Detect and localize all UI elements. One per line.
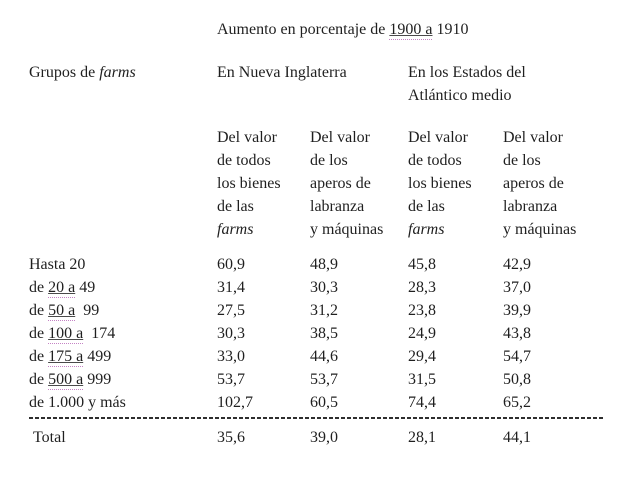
- value-cell: 65,2: [503, 394, 531, 411]
- value-cell: 30,3: [217, 325, 245, 342]
- column-header-bienes-am: [408, 126, 472, 241]
- row-label: [29, 391, 126, 414]
- value-cell: 28,3: [408, 279, 436, 296]
- row-label-pre: de: [29, 279, 49, 296]
- column-header-line: de los: [503, 152, 541, 169]
- column-header-line-italic: farms: [408, 221, 445, 238]
- row-label: [29, 253, 85, 276]
- value-cell: 31,5: [408, 371, 436, 388]
- value-cell: 54,7: [503, 348, 531, 365]
- smart-tag-underline: 50 a: [48, 302, 76, 319]
- value-cell: 60,9: [217, 256, 245, 273]
- row-label-pre: de: [29, 371, 49, 388]
- column-header-line-italic: farms: [217, 221, 254, 238]
- value-cell: 30,3: [310, 279, 338, 296]
- total-value-cell: 44,1: [503, 429, 531, 446]
- column-header-line: labranza: [503, 198, 558, 215]
- group-header-nueva-inglaterra: En Nueva Inglaterra: [217, 64, 347, 81]
- row-label-pre: Hasta 20: [29, 256, 86, 273]
- column-header-line: los bienes: [217, 175, 281, 192]
- value-cell: 45,8: [408, 256, 436, 273]
- column-header-line: labranza: [310, 198, 365, 215]
- stub-header-grupos-de-farms: [29, 61, 136, 84]
- row-label-post: 499: [83, 348, 112, 365]
- smart-tag-underline: 175 a: [48, 348, 84, 365]
- table-row: [0, 368, 634, 391]
- value-cell: 31,4: [217, 279, 245, 296]
- value-cell: 74,4: [408, 394, 436, 411]
- column-header-line: de todos: [217, 152, 271, 169]
- column-header-line: y máquinas: [310, 221, 384, 238]
- table-row: [0, 276, 634, 299]
- row-label-post: 999: [83, 371, 112, 388]
- value-cell: 23,8: [408, 302, 436, 319]
- value-cell: 44,6: [310, 348, 338, 365]
- value-cell: 38,5: [310, 325, 338, 342]
- column-header-line: aperos de: [310, 175, 371, 192]
- column-header-aperos-ne: [310, 126, 383, 241]
- value-cell: 102,7: [217, 394, 253, 411]
- total-value-cell: 39,0: [310, 429, 338, 446]
- total-value-cell: 28,1: [408, 429, 436, 446]
- table-body: [0, 253, 634, 414]
- value-cell: 53,7: [217, 371, 245, 388]
- row-label-post: 99: [75, 302, 100, 319]
- column-header-line: Del valor: [217, 129, 277, 146]
- smart-tag-underline: 100 a: [48, 325, 84, 342]
- smart-tag-underline: 20 a: [48, 279, 76, 296]
- value-cell: 39,9: [503, 302, 531, 319]
- stub-header-text: Grupos de: [29, 64, 100, 81]
- row-label-pre: de: [29, 348, 49, 365]
- dashed-divider: [29, 417, 605, 419]
- row-label-pre: de 1.000 y más: [29, 394, 126, 411]
- row-label-post: 49: [75, 279, 96, 296]
- group-header-atlantico-medio: En los Estados del Atlántico medio: [408, 64, 526, 104]
- value-cell: 43,8: [503, 325, 531, 342]
- row-label: [29, 345, 111, 368]
- column-header-line: Del valor: [310, 129, 370, 146]
- value-cell: 53,7: [310, 371, 338, 388]
- value-cell: 33,0: [217, 348, 245, 365]
- column-header-line: Del valor: [408, 129, 468, 146]
- table-title: [217, 18, 468, 41]
- row-label: [29, 276, 95, 299]
- value-cell: 24,9: [408, 325, 436, 342]
- row-label-post: 174: [83, 325, 116, 342]
- row-label-pre: de: [29, 302, 49, 319]
- value-cell: 27,5: [217, 302, 245, 319]
- table-row: [0, 253, 634, 276]
- total-row: [0, 426, 634, 449]
- total-label: Total: [33, 429, 66, 446]
- column-header-line: de todos: [408, 152, 462, 169]
- stub-header-italic-farms: farms: [99, 64, 136, 81]
- column-header-line: de las: [408, 198, 445, 215]
- row-label: [29, 322, 115, 345]
- title-text-post: 1910: [432, 21, 469, 38]
- value-cell: 29,4: [408, 348, 436, 365]
- smart-tag-underline: 1900 a: [389, 21, 433, 38]
- column-header-line: y máquinas: [503, 221, 577, 238]
- column-header-line: Del valor: [503, 129, 563, 146]
- value-cell: 50,8: [503, 371, 531, 388]
- column-header-line: de las: [217, 198, 254, 215]
- row-label: [29, 368, 111, 391]
- value-cell: 60,5: [310, 394, 338, 411]
- value-cell: 42,9: [503, 256, 531, 273]
- column-header-aperos-am: [503, 126, 576, 241]
- smart-tag-underline: 500 a: [48, 371, 84, 388]
- table-row: [0, 345, 634, 368]
- table-row: [0, 299, 634, 322]
- column-header-line: de los: [310, 152, 348, 169]
- column-header-line: los bienes: [408, 175, 472, 192]
- value-cell: 37,0: [503, 279, 531, 296]
- table-row: [0, 322, 634, 345]
- value-cell: 31,2: [310, 302, 338, 319]
- column-header-line: aperos de: [503, 175, 564, 192]
- total-value-cell: 35,6: [217, 429, 245, 446]
- table-row: [0, 391, 634, 414]
- column-header-bienes-ne: [217, 126, 281, 241]
- row-label: [29, 299, 99, 322]
- row-label-pre: de: [29, 325, 49, 342]
- value-cell: 48,9: [310, 256, 338, 273]
- title-text-pre: Aumento en porcentaje de: [217, 21, 390, 38]
